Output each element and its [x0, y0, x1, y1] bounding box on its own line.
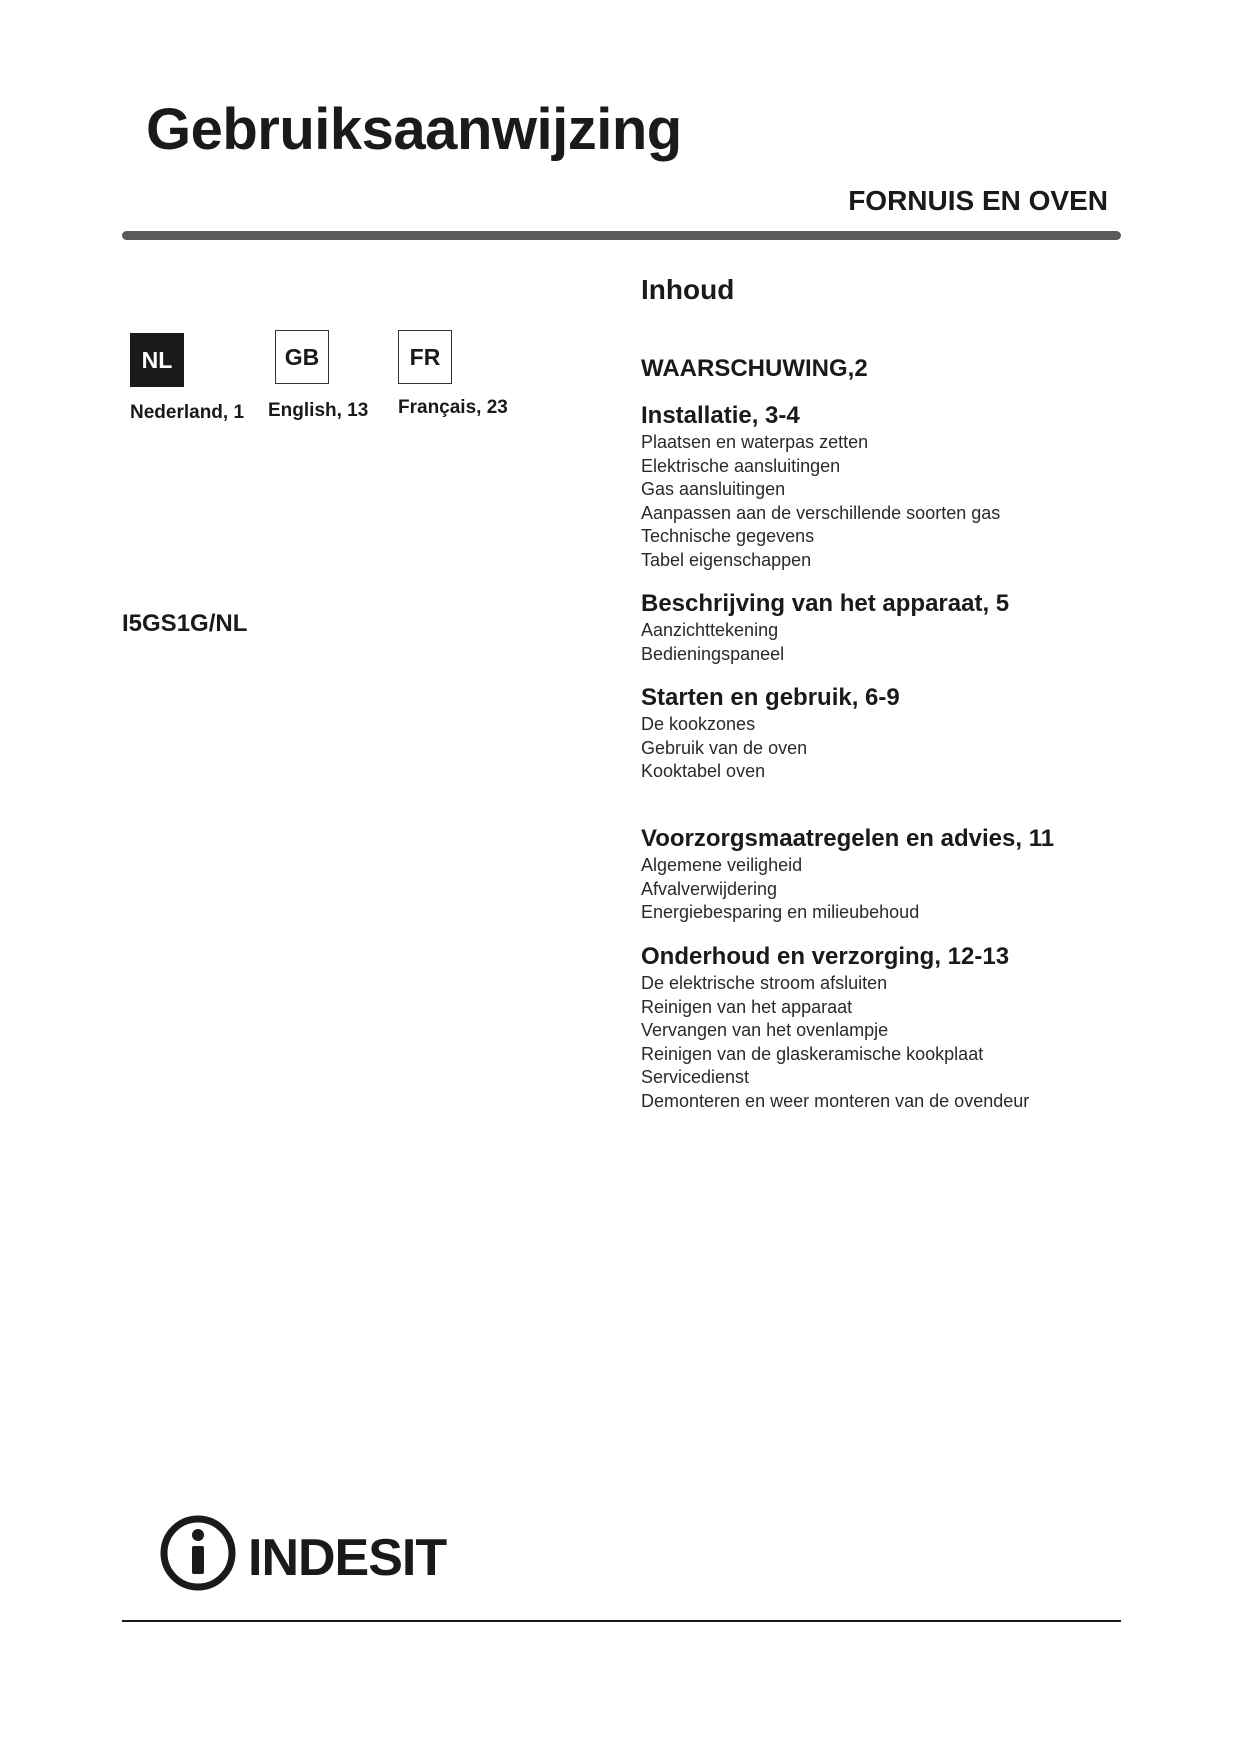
toc-section-starten: [641, 683, 900, 784]
toc-item[interactable]: Gebruik van de oven: [641, 737, 808, 758]
header-divider: [122, 231, 1121, 240]
toc-section-title[interactable]: Voorzorgsmaatregelen en advies, 11: [641, 825, 1055, 852]
toc-item[interactable]: Vervangen van het ovenlampje: [641, 1020, 889, 1040]
lang-fr-badge[interactable]: FR: [398, 330, 452, 384]
toc-item[interactable]: Elektrische aansluitingen: [641, 455, 841, 476]
toc-item[interactable]: Kooktabel oven: [641, 761, 766, 781]
toc-item[interactable]: Bedieningspaneel: [641, 643, 785, 664]
toc-item[interactable]: Reinigen van het apparaat: [641, 996, 853, 1017]
toc-section-title[interactable]: Onderhoud en verzorging, 12-13: [641, 943, 1010, 970]
document-subtitle: FORNUIS EN OVEN: [848, 185, 1108, 216]
toc-section-installatie: [641, 401, 1000, 572]
toc-section-title[interactable]: Installatie, 3-4: [641, 402, 800, 429]
toc-item[interactable]: De elektrische stroom afsluiten: [641, 973, 888, 993]
toc-item[interactable]: Gas aansluitingen: [641, 479, 786, 499]
toc-item[interactable]: Afvalverwijdering: [641, 878, 778, 899]
toc-heading: Inhoud: [641, 274, 735, 305]
indesit-logo-icon: [158, 1513, 448, 1593]
toc-item[interactable]: Tabel eigenschappen: [641, 549, 812, 570]
toc-item[interactable]: Technische gegevens: [641, 526, 815, 546]
toc-section-voorzorgsmaatregelen: [641, 824, 1054, 925]
toc-section-beschrijving: [641, 589, 1009, 666]
lang-nl-badge[interactable]: NL: [130, 333, 184, 387]
toc-item[interactable]: Aanpassen aan de verschillende soorten gas: [641, 502, 1001, 523]
svg-text:INDESIT: INDESIT: [248, 1529, 447, 1587]
toc-section-onderhoud: [641, 942, 1029, 1113]
toc-section-title[interactable]: Starten en gebruik, 6-9: [641, 684, 900, 711]
document-title: Gebruiksaanwijzing: [146, 97, 682, 162]
toc-item[interactable]: Energiebesparing en milieubehoud: [641, 902, 920, 922]
toc-section-waarschuwing: [641, 354, 868, 384]
lang-gb-label[interactable]: English, 13: [268, 400, 369, 421]
toc-item[interactable]: Servicedienst: [641, 1067, 750, 1087]
lang-fr-label[interactable]: Français, 23: [398, 397, 508, 418]
footer-divider: [122, 1620, 1121, 1622]
toc-section-title[interactable]: WAARSCHUWING,2: [641, 355, 868, 382]
model-number: I5GS1G/NL: [122, 610, 248, 637]
toc-item[interactable]: Reinigen van de glaskeramische kookplaat: [641, 1043, 984, 1064]
lang-gb-badge[interactable]: GB: [275, 330, 329, 384]
toc-item[interactable]: Demonteren en weer monteren van de ovendeur: [641, 1090, 1030, 1111]
toc-section-title[interactable]: Beschrijving van het apparaat, 5: [641, 590, 1010, 617]
indesit-logo: [158, 1513, 448, 1593]
toc-item[interactable]: De kookzones: [641, 714, 756, 734]
lang-nl-label[interactable]: Nederland, 1: [130, 402, 245, 423]
toc-item[interactable]: Algemene veiligheid: [641, 855, 803, 875]
toc-item[interactable]: Aanzichttekening: [641, 620, 779, 640]
toc-item[interactable]: Plaatsen en waterpas zetten: [641, 432, 869, 452]
